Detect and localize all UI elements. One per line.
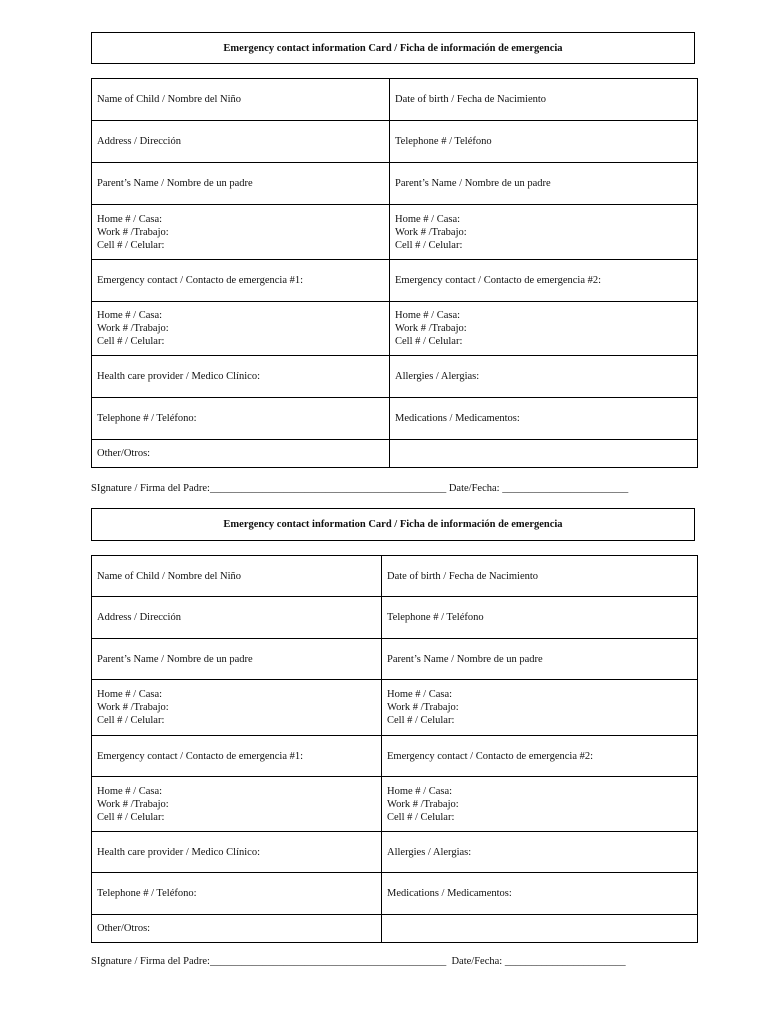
form-field[interactable] <box>92 777 382 832</box>
field-label: Name of Child / Nombre del Niño <box>97 94 242 105</box>
field-label: Allergies / Alergias: <box>395 371 480 382</box>
form-row <box>92 915 698 943</box>
card-title-text: Emergency contact information Card / Ficha de información de emergencia <box>223 519 563 530</box>
field-label: Work # /Trabajo: <box>387 702 459 713</box>
field-label: Work # /Trabajo: <box>387 798 459 810</box>
field-label: Telephone # / Teléfono: <box>97 413 197 424</box>
form-field[interactable] <box>390 163 698 205</box>
card-title-text: Emergency contact information Card / Ficha de información de emergencia <box>223 42 563 54</box>
field-label: Work # /Trabajo: <box>97 226 169 238</box>
field-label: Cell # / Celular: <box>395 336 463 347</box>
field-label: Allergies / Alergias: <box>387 846 472 858</box>
field-label: Cell # / Celular: <box>97 239 165 251</box>
form-field[interactable] <box>390 356 698 398</box>
field-label: Emergency contact / Contacto de emergencia #2: <box>387 750 594 762</box>
field-label: Cell # / Celular: <box>395 239 463 251</box>
field-label: Work # /Trabajo: <box>97 702 169 713</box>
field-label: Other/Otros: <box>97 448 151 459</box>
form-field[interactable] <box>92 639 382 680</box>
field-label: Telephone # / Teléfono <box>395 136 492 147</box>
form-row <box>92 680 698 736</box>
field-label: Home # / Casa: <box>97 785 163 797</box>
field-label: Home # / Casa: <box>387 689 453 700</box>
form-field[interactable] <box>92 302 390 356</box>
form-row <box>92 260 698 302</box>
field-label: Health care provider / Medico Clínico: <box>97 371 260 382</box>
field-label: Home # / Casa: <box>395 310 461 321</box>
form-row <box>92 121 698 163</box>
form-field[interactable] <box>390 260 698 302</box>
field-label: Home # / Casa: <box>97 213 163 225</box>
field-label: Home # / Casa: <box>97 310 163 321</box>
form-field[interactable] <box>382 873 698 915</box>
form-row <box>92 736 698 777</box>
form-field[interactable] <box>390 302 698 356</box>
form-field[interactable] <box>390 205 698 260</box>
form-row <box>92 832 698 873</box>
field-label: Work # /Trabajo: <box>395 226 467 238</box>
card-2-form <box>91 555 698 943</box>
form-field[interactable] <box>390 79 698 121</box>
field-label: Date of birth / Fecha de Nacimiento <box>387 570 539 582</box>
field-label: Telephone # / Teléfono <box>387 612 484 623</box>
card-2-title <box>91 508 695 541</box>
form-field[interactable] <box>382 777 698 832</box>
field-label: Work # /Trabajo: <box>395 323 467 334</box>
card-2-signature-line[interactable]: SIgnature / Firma del Padre:_____________________________________________ Date/Fecha: _______________________ <box>91 956 626 967</box>
field-label: Cell # / Celular: <box>97 336 165 347</box>
card-1-title <box>91 32 695 64</box>
form-row <box>92 163 698 205</box>
form-field[interactable] <box>382 832 698 873</box>
form-field[interactable] <box>92 79 390 121</box>
form-row <box>92 440 698 468</box>
form-field[interactable] <box>390 121 698 163</box>
field-label: Home # / Casa: <box>387 785 453 797</box>
card-1-form <box>91 78 698 468</box>
form-field[interactable] <box>92 260 390 302</box>
form-field[interactable] <box>92 597 382 639</box>
field-label: Other/Otros: <box>97 923 151 934</box>
field-label: Address / Dirección <box>97 136 181 147</box>
form-field[interactable] <box>92 873 382 915</box>
form-row <box>92 356 698 398</box>
field-label: Address / Dirección <box>97 612 181 623</box>
field-label: Parent’s Name / Nombre de un padre <box>395 178 551 189</box>
field-label: Health care provider / Medico Clínico: <box>97 846 260 858</box>
form-field[interactable] <box>92 440 390 468</box>
field-label: Emergency contact / Contacto de emergencia #2: <box>395 275 602 286</box>
form-field[interactable] <box>390 440 698 468</box>
field-label: Name of Child / Nombre del Niño <box>97 570 242 582</box>
form-row <box>92 79 698 121</box>
form-field[interactable] <box>92 915 382 943</box>
card-1-signature-line[interactable]: SIgnature / Firma del Padre:_____________________________________________ Date/Fecha: ________________________ <box>91 483 629 494</box>
field-label: Home # / Casa: <box>97 689 163 700</box>
form-field[interactable] <box>92 356 390 398</box>
form-field[interactable] <box>382 639 698 680</box>
form-field[interactable] <box>92 736 382 777</box>
form-field[interactable] <box>92 121 390 163</box>
field-label: Emergency contact / Contacto de emergencia #1: <box>97 275 304 286</box>
form-field[interactable] <box>382 915 698 943</box>
field-label: Cell # / Celular: <box>387 811 455 823</box>
field-label: Medications / Medicamentos: <box>387 888 512 899</box>
field-label: Parent’s Name / Nombre de un padre <box>387 653 543 665</box>
form-row <box>92 873 698 915</box>
form-row <box>92 777 698 832</box>
field-label: Home # / Casa: <box>395 213 461 225</box>
field-label: Date of birth / Fecha de Nacimiento <box>395 94 547 105</box>
field-label: Work # /Trabajo: <box>97 798 169 810</box>
field-label: Telephone # / Teléfono: <box>97 888 197 899</box>
form-row <box>92 556 698 597</box>
field-label: Cell # / Celular: <box>97 811 165 823</box>
form-field[interactable] <box>382 556 698 597</box>
form-field[interactable] <box>92 680 382 736</box>
field-label: Cell # / Celular: <box>97 715 165 726</box>
form-row <box>92 205 698 260</box>
form-field[interactable] <box>382 597 698 639</box>
form-field[interactable] <box>390 398 698 440</box>
form-field[interactable] <box>92 163 390 205</box>
form-field[interactable] <box>92 398 390 440</box>
field-label: Medications / Medicamentos: <box>395 413 520 424</box>
form-row <box>92 639 698 680</box>
form-row <box>92 398 698 440</box>
form-row <box>92 302 698 356</box>
field-label: Cell # / Celular: <box>387 715 455 726</box>
field-label: Parent’s Name / Nombre de un padre <box>97 178 253 189</box>
form-field[interactable] <box>92 556 382 597</box>
form-field[interactable] <box>382 736 698 777</box>
form-field[interactable] <box>92 832 382 873</box>
form-row <box>92 597 698 639</box>
field-label: Parent’s Name / Nombre de un padre <box>97 653 253 665</box>
form-field[interactable] <box>92 205 390 260</box>
field-label: Work # /Trabajo: <box>97 323 169 334</box>
field-label: Emergency contact / Contacto de emergencia #1: <box>97 750 304 762</box>
form-field[interactable] <box>382 680 698 736</box>
